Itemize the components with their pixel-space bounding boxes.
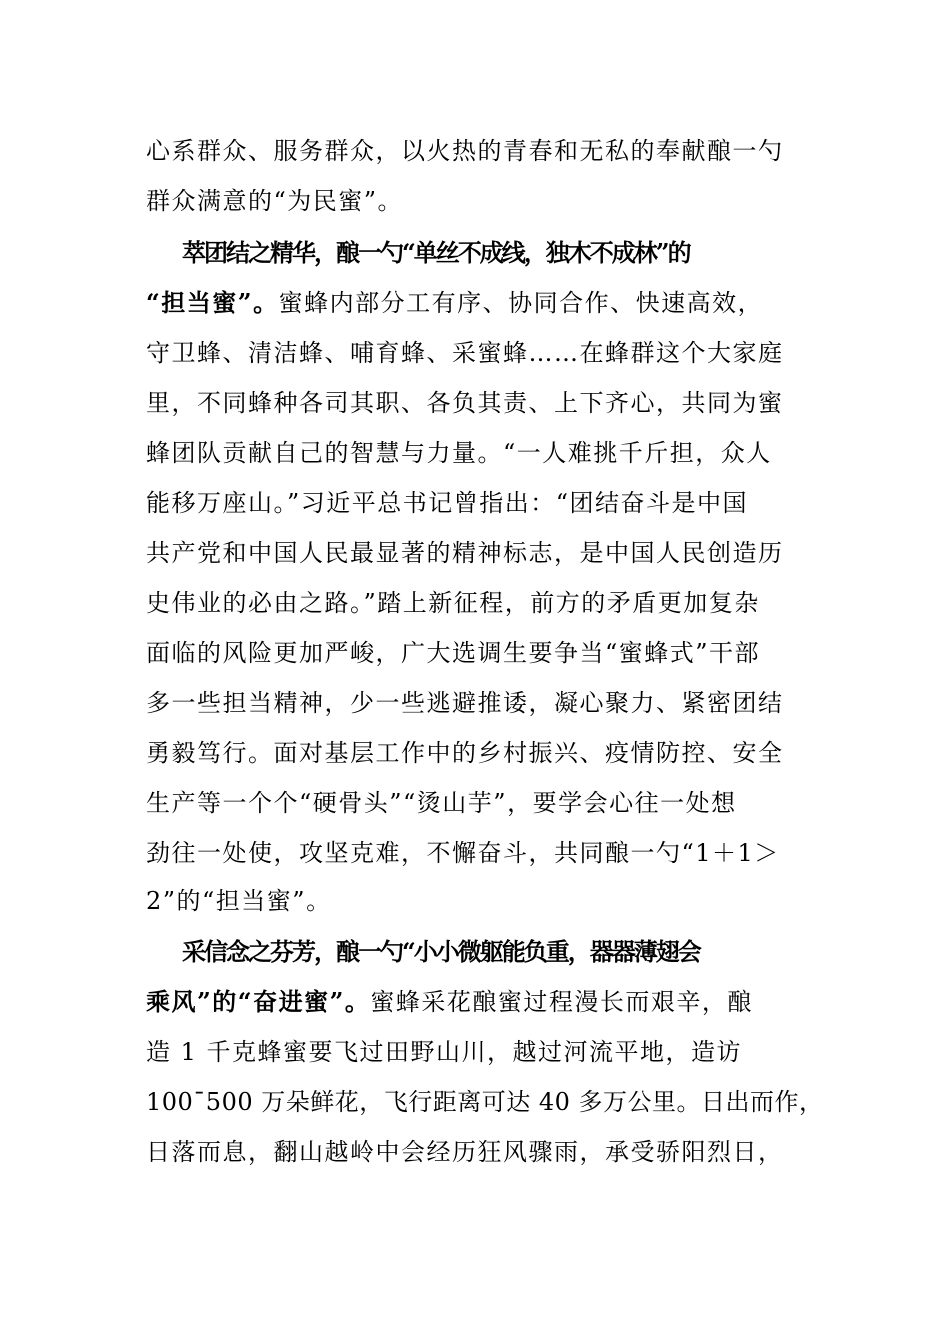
text-segment: 群众满意的“为民蜜”。	[146, 187, 404, 215]
text-line-14	[146, 783, 826, 823]
text-segment: 面临的风险更加严峻，广大选调生要争当“蜜蜂式”干部	[146, 639, 761, 667]
text-segment: 蜂团队贡献自己的智慧与力量。“一人难挑千斤担，众人	[146, 439, 772, 467]
text-segment: 多一些担当精神，少一些逃避推诿，凝心聚力、紧密团结	[146, 689, 784, 717]
text-line-13	[146, 733, 826, 773]
text-line-6	[146, 383, 826, 423]
text-segment: 共产党和中国人民最显著的精神标志，是中国人民创造历	[146, 539, 784, 567]
text-line-9	[146, 533, 826, 573]
heading-text: 乘风”的“奋进蜜”。	[146, 987, 371, 1016]
text-segment: 造 1 千克蜂蜜要飞过田野山川，越过河流平地，造访	[146, 1038, 743, 1066]
text-segment: 能移万座山。”习近平总书记曾指出：“团结奋斗是中国	[146, 489, 749, 517]
text-line-5	[146, 333, 826, 373]
text-segment: 劲往一处使，攻坚克难，不懈奋斗，共同酿一勺“1＋1＞	[146, 839, 780, 867]
text-segment: 生产等一个个“硬骨头”“烫山芋”，要学会心往一处想	[146, 789, 737, 817]
text-segment: 勇毅笃行。面对基层工作中的乡村振兴、疫情防控、安全	[146, 739, 784, 767]
text-segment: 日落而息，翻山越岭中会经历狂风骤雨，承受骄阳烈日，	[146, 1138, 784, 1166]
text-line-21	[146, 1132, 826, 1172]
text-line-19	[146, 1032, 826, 1072]
text-line-12	[146, 683, 826, 723]
text-line-8	[146, 483, 826, 523]
text-line-10	[146, 583, 826, 623]
text-line-1	[146, 131, 826, 171]
heading-text: “担当蜜”。	[146, 288, 279, 317]
heading-text: 采信念之芬芳，酿一勺“小小微躯能负重，器器薄翅会	[182, 937, 700, 966]
text-line-20	[146, 1082, 826, 1122]
text-segment: 心系群众、服务群众，以火热的青春和无私的奉献酿一勺	[146, 137, 784, 165]
text-segment: 守卫蜂、清洁蜂、哺育蜂、采蜜蜂……在蜂群这个大家庭	[146, 339, 784, 367]
text-line-15	[146, 833, 826, 873]
text-segment: 里，不同蜂种各司其职、各负其责、上下齐心，共同为蜜	[146, 389, 784, 417]
text-line-4	[146, 283, 826, 323]
text-segment: 蜜蜂采花酿蜜过程漫长而艰辛，酿	[370, 988, 753, 1016]
text-line-7	[146, 433, 826, 473]
text-segment: 蜜蜂内部分工有序、协同合作、快速高效，	[278, 289, 764, 317]
section-heading-belief	[182, 932, 862, 972]
text-segment: 100¯500 万朵鲜花，飞行距离可达 40 多万公里。日出而作，	[146, 1088, 824, 1116]
text-segment: 2”的“担当蜜”。	[146, 887, 332, 915]
text-line-16	[146, 881, 826, 921]
text-line-11	[146, 633, 826, 673]
section-heading-unity	[182, 233, 862, 273]
text-line-2	[146, 181, 826, 221]
text-line-18	[146, 982, 826, 1022]
heading-text: 萃团结之精华，酿一勺“单丝不成线，独木不成林”的	[182, 238, 690, 267]
text-segment: 史伟业的必由之路。”踏上新征程，前方的矛盾更加复杂	[146, 589, 760, 617]
